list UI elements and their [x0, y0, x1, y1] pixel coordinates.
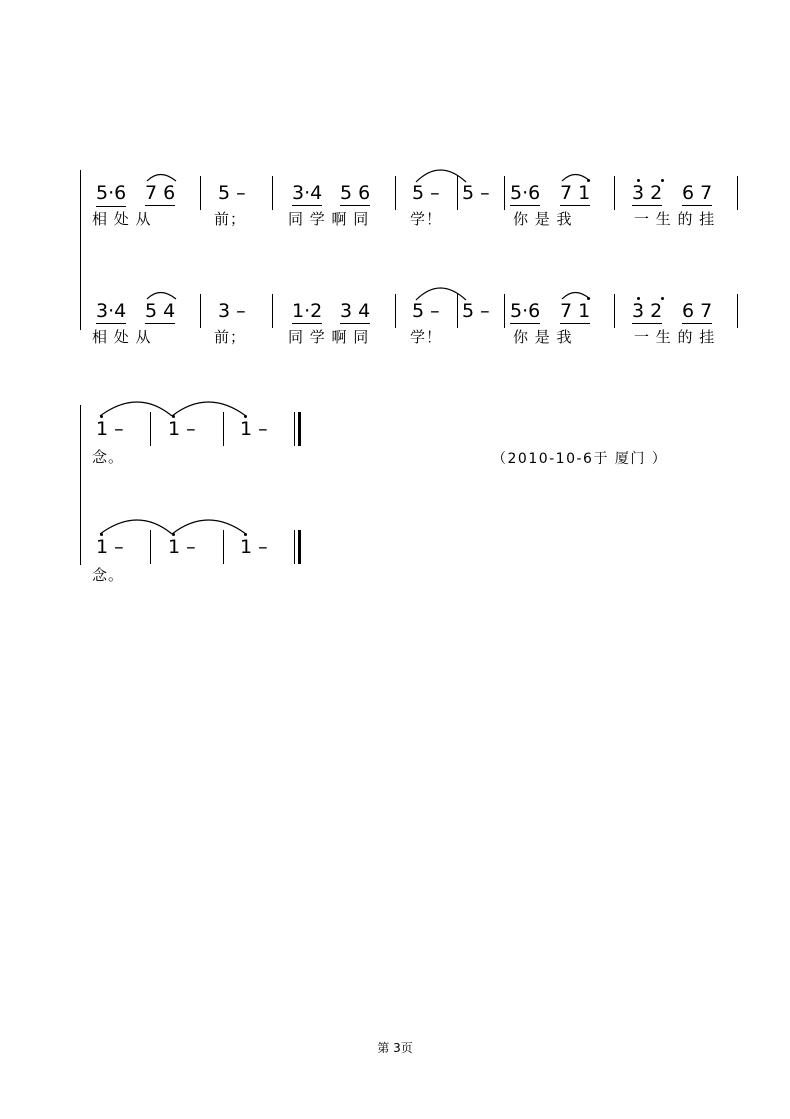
note-group: 5 4	[145, 300, 176, 322]
dot-mark	[587, 179, 590, 182]
lyric: 念。	[92, 566, 125, 584]
dot-mark	[172, 415, 175, 418]
note-group: 5·6	[510, 182, 541, 204]
dot-mark	[244, 415, 247, 418]
note-group: 1 –	[168, 536, 196, 558]
lyric: 念。	[92, 448, 125, 466]
note-group: 3 2	[632, 300, 663, 322]
note-group: 7 1	[560, 300, 591, 322]
lyric: 同 学 啊 同	[288, 328, 370, 346]
note-group: 3·4	[96, 300, 127, 322]
note-group: 5 –	[412, 182, 440, 204]
lyric: 一 生 的 挂	[634, 210, 716, 228]
lyric: 相 处 从	[92, 328, 152, 346]
dot-mark	[661, 179, 664, 182]
slur	[0, 278, 790, 318]
dot-mark	[587, 297, 590, 300]
date-note: （2010-10-6于 厦门 ）	[492, 451, 668, 467]
lyric: 同 学 啊 同	[288, 210, 370, 228]
note-group: 3·4	[292, 182, 323, 204]
note-group: 1 –	[168, 418, 196, 440]
note-group: 7 1	[560, 182, 591, 204]
lyric: 你 是 我	[513, 328, 573, 346]
lyric: 学！	[410, 210, 443, 228]
dot-mark	[637, 297, 640, 300]
dot-mark	[100, 415, 103, 418]
lyric: 相 处 从	[92, 210, 152, 228]
slur	[0, 160, 790, 200]
lyric: 你 是 我	[513, 210, 573, 228]
note-group: 7 6	[145, 182, 176, 204]
slur	[0, 510, 790, 550]
dot-mark	[100, 533, 103, 536]
lyric: 前；	[214, 328, 247, 346]
note-group: 1 –	[240, 418, 268, 440]
note-group: 3 –	[218, 300, 246, 322]
dot-mark	[172, 533, 175, 536]
note-group: 5 –	[412, 300, 440, 322]
dot-mark	[244, 533, 247, 536]
slur	[0, 392, 790, 432]
note-group: 1 –	[240, 536, 268, 558]
note-group: 5 –	[218, 182, 246, 204]
note-group: 6 7	[682, 182, 713, 204]
note-group: 6 7	[682, 300, 713, 322]
note-group: 5 –	[462, 300, 490, 322]
note-group: 1 –	[96, 536, 124, 558]
lyric: 学！	[410, 328, 443, 346]
note-group: 1 –	[96, 418, 124, 440]
note-group: 3 4	[340, 300, 371, 322]
note-group: 1·2	[292, 300, 323, 322]
page-number: 第 3页	[377, 1041, 413, 1055]
note-group: 3 2	[632, 182, 663, 204]
lyric: 前；	[214, 210, 247, 228]
dot-mark	[661, 297, 664, 300]
note-group: 5 –	[462, 182, 490, 204]
note-group: 5·6	[96, 184, 126, 203]
lyric: 一 生 的 挂	[634, 328, 716, 346]
dot-mark	[637, 179, 640, 182]
note-group: 5 6	[340, 182, 371, 204]
note-group: 5·6	[510, 300, 541, 322]
